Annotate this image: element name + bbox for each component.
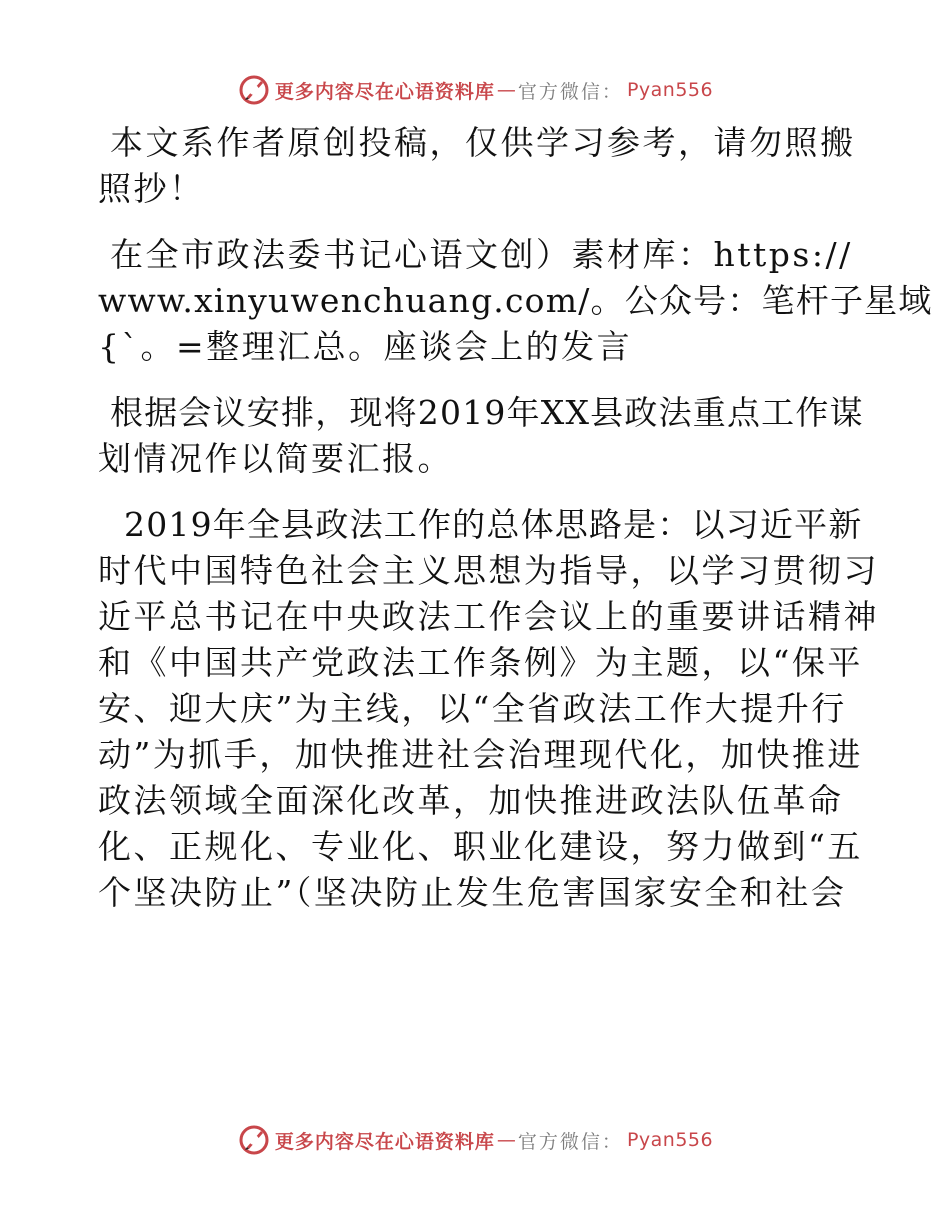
paragraph-source bbox=[98, 232, 933, 370]
text-line: 动”为抓手，加快推进社会治理现代化，加快推进 bbox=[98, 735, 863, 774]
text-line: 时代中国特色社会主义思想为指导，以学习贯彻习 bbox=[98, 551, 879, 590]
footer-watermark bbox=[0, 1122, 950, 1158]
watermark-wechat-id: Pyan556 bbox=[626, 1129, 714, 1151]
quill-pen-logo-icon bbox=[237, 73, 271, 107]
paragraph-overall-approach bbox=[98, 502, 879, 916]
text-line: {`。=整理汇总。座谈会上的发言 bbox=[98, 327, 633, 366]
document-body bbox=[98, 120, 933, 936]
header-watermark bbox=[0, 72, 950, 108]
watermark-label: 官方微信： bbox=[517, 1130, 623, 1153]
watermark-wechat-id: Pyan556 bbox=[626, 79, 714, 101]
text-line: www.xinyuwenchuang.com/。公众号：笔杆子星域 bbox=[98, 281, 933, 320]
text-line: 本文系作者原创投稿，仅供学习参考，请勿照搬 bbox=[110, 123, 856, 162]
watermark-separator: — bbox=[496, 79, 516, 101]
text-line: 在全市政法委书记心语文创）素材库：https:// bbox=[110, 235, 853, 274]
text-line: 划情况作以简要汇报。 bbox=[98, 439, 453, 478]
text-line: 照抄！ bbox=[98, 169, 205, 208]
text-line: 和《中国共产党政法工作条例》为主题，以“保平 bbox=[98, 643, 863, 682]
paragraph-disclaimer bbox=[98, 120, 858, 212]
paragraph-intro bbox=[98, 390, 864, 482]
watermark-separator: — bbox=[496, 1129, 516, 1151]
watermark-label: 官方微信： bbox=[517, 80, 623, 103]
text-line: 2019年全县政法工作的总体思路是：以习近平新 bbox=[124, 505, 863, 544]
text-line: 化、正规化、专业化、职业化建设，努力做到“五 bbox=[98, 827, 863, 866]
text-line: 政法领域全面深化改革，加快推进政法队伍革命 bbox=[98, 781, 844, 820]
text-line: 安、迎大庆”为主线，以“全省政法工作大提升行 bbox=[98, 689, 847, 728]
watermark-main-text: 更多内容尽在心语资料库 bbox=[274, 1130, 495, 1153]
text-line: 根据会议安排，现将2019年XX县政法重点工作谋 bbox=[110, 393, 864, 432]
text-line: 近平总书记在中央政法工作会议上的重要讲话精神 bbox=[98, 597, 879, 636]
quill-pen-logo-icon bbox=[237, 1123, 271, 1157]
text-line: 个坚决防止”（坚决防止发生危害国家安全和社会 bbox=[98, 873, 847, 912]
watermark-main-text: 更多内容尽在心语资料库 bbox=[274, 80, 495, 103]
